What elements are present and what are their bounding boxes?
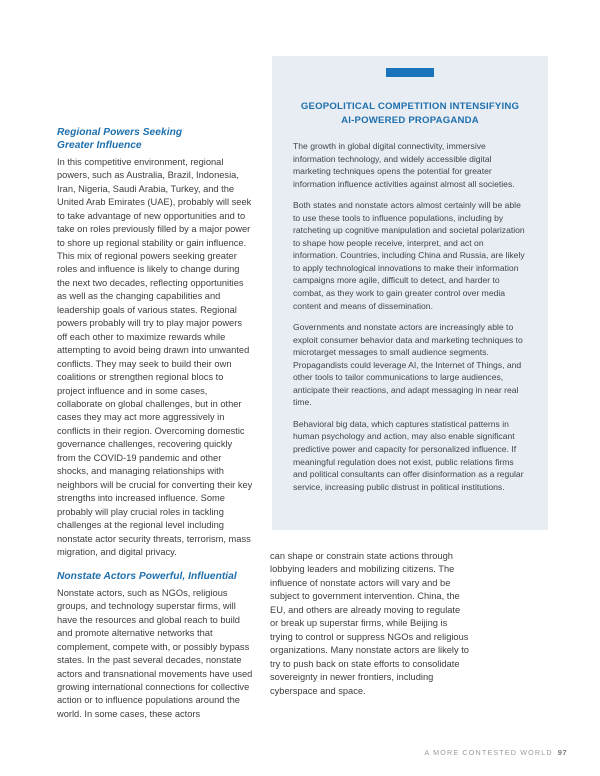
callout-paragraph: Behavioral big data, which captures statistical patterns in human psychology and action, may also enable significant predictive power and capacity for personalized influence. If meaningful regulation does not exist, public relations firms and political consultants can offer disinformation as a regular service, increasing public distrust in political institutions. <box>293 418 524 492</box>
section-heading-regional-powers <box>57 126 253 153</box>
footer-section-label: A MORE CONTESTED WORLD <box>424 748 553 757</box>
paragraph-regional-powers: In this competitive environment, regional powers, such as Australia, Brazil, Indonesia, Iran, Nigeria, Saudi Arabia, Turkey, and the United Arab Emirates (UAE), probably will seek to take advantage of new opportunities and to take on roles previously filled by a major power to shore up regional stability or gain influence. This mix of regional powers seeking greater roles and influence is likely to change during the next two decades, reflecting opportunities as well as the changing capabilities and leadership goals of various states. Regional powers probably will try to play major powers off each other to maximize rewards while attempting to avoid being drawn into unwanted conflicts. They may seek to build their own coalitions or strengthen regional blocs to project influence and in some cases, collaborate on global challenges, but in other cases they may act more aggressively in conflicts in their region. Overcoming domestic governance challenges, recovering quickly from the COVID-19 pandemic and other shocks, and managing relationships with neighbors will be crucial for converting their key strengths into increased influence. Some probably will play crucial roles in tackling challenges at the regional level including nonstate actor security threats, terrorism, mass migration, and digital privacy. <box>57 156 253 557</box>
callout-paragraph: Governments and nonstate actors are increasingly able to exploit consumer behavior data and marketing techniques to microtarget messages to small audience segments. Propagandists could leverage AI, the Internet of Things, and other tools to tailor communications to large audiences, anticipate their reactions, and adapt messaging in near real time. <box>293 322 523 408</box>
callout-accent-bar <box>386 68 434 77</box>
section-heading-nonstate-actors: Nonstate Actors Powerful, Influential <box>57 571 237 583</box>
callout-paragraph: Both states and nonstate actors almost certainly will be able to use these tools to influence populations, including by ratcheting up cognitive manipulation and societal polarization to shape how people receive, interpret, and act on information. Countries, including China and Russia, are likely to apply technological innovations to make their information campaigns more agile, difficult to detect, and harder to combat, as they work to gain greater control over media content and means of dissemination. <box>293 200 525 311</box>
page-footer <box>424 748 567 757</box>
paragraph-nonstate-actors: Nonstate actors, such as NGOs, religious groups, and technology superstar firms, will have the resources and global reach to build and promote alternative networks that complement, compete with, or possibly bypass states. In the past several decades, nonstate actors and transnational movements have used growing international connections for collective action or to influence populations around the world. In some cases, these actors <box>57 587 253 719</box>
right-text-column <box>270 550 470 698</box>
callout-body <box>293 140 529 493</box>
section-heading-line-2: Greater Influence <box>57 140 142 152</box>
section-heading-line-1: Regional Powers Seeking <box>57 127 183 138</box>
callout-box <box>272 56 548 530</box>
paragraph-nonstate-actors-continued: can shape or constrain state actions through lobbying leaders and mobilizing citizens. The influence of nonstate actors will vary and be subject to government intervention. China, the EU, and others are already moving to regulate or break up superstar firms, while Beijing is trying to control or suppress NGOs and religious organizations. Many nonstate actors are likely to try to push back on state efforts to consolidate sovereignty in newer frontiers, including cyberspace and space. <box>270 551 469 696</box>
footer-page-number: 97 <box>557 748 567 757</box>
callout-title-line-2: AI-POWERED PROPAGANDA <box>341 115 479 126</box>
callout-title <box>292 100 528 128</box>
left-text-column <box>57 126 253 721</box>
callout-paragraph: The growth in global digital connectivity, immersive information technology, and widely accessible digital marketing techniques opens the potential for greater information influence activities against almost all societies. <box>293 141 515 189</box>
callout-title-line-1: GEOPOLITICAL COMPETITION INTENSIFYING <box>300 101 520 112</box>
